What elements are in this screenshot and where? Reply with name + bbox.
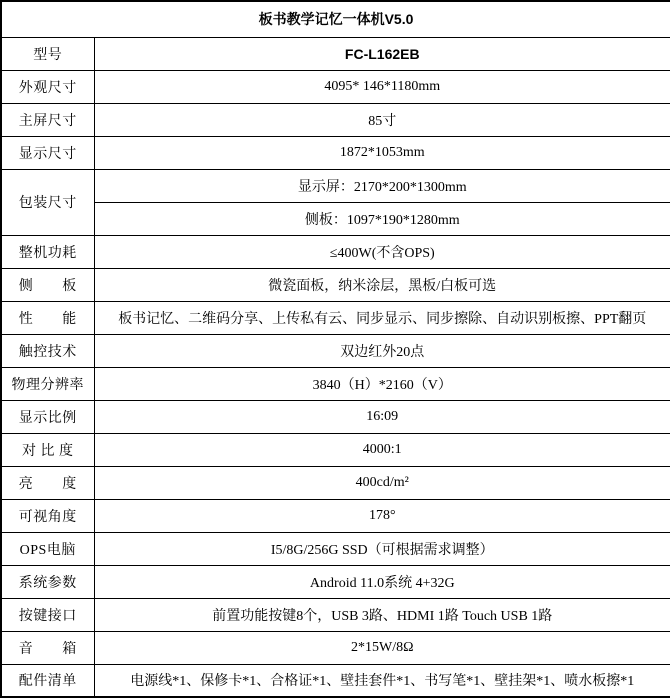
table-row-physical-resolution bbox=[1, 367, 670, 400]
table-row-main-screen-size bbox=[1, 103, 670, 136]
row-label-accessories-list: 配件清单 bbox=[1, 664, 94, 697]
table-row-speakers bbox=[1, 631, 670, 664]
row-value-accessories-list: 电源线*1、保修卡*1、合格证*1、壁挂套件*1、书写笔*1、壁挂架*1、喷水板擦*1 bbox=[94, 664, 670, 697]
table-row-brightness bbox=[1, 466, 670, 499]
row-label-buttons-interfaces: 按键接口 bbox=[1, 598, 94, 631]
row-label-viewing-angle: 可视角度 bbox=[1, 499, 94, 532]
table-row-power-consumption bbox=[1, 235, 670, 268]
table-row-packaging-size-side bbox=[1, 202, 670, 235]
table-row-exterior-size bbox=[1, 70, 670, 103]
table-row-packaging-size-screen bbox=[1, 169, 670, 202]
row-label-packaging-size: 包装尺寸 bbox=[1, 169, 94, 235]
row-value-exterior-size: 4095* 146*1180mm bbox=[94, 70, 670, 103]
table-row-touch-technology bbox=[1, 334, 670, 367]
row-label-display-size: 显示尺寸 bbox=[1, 136, 94, 169]
row-value-ops-computer: I5/8G/256G SSD（可根据需求调整） bbox=[94, 532, 670, 565]
row-value-system-parameters: Android 11.0系统 4+32G bbox=[94, 565, 670, 598]
row-label-physical-resolution: 物理分辨率 bbox=[1, 367, 94, 400]
row-value-performance: 板书记忆、二维码分享、上传私有云、同步显示、同步擦除、自动识别板擦、PPT翻页 bbox=[94, 301, 670, 334]
table-row-display-size bbox=[1, 136, 670, 169]
row-value-viewing-angle: 178° bbox=[94, 499, 670, 532]
row-value-packaging-side: 侧板：1097*190*1280mm bbox=[94, 202, 670, 235]
row-label-ops-computer: OPS电脑 bbox=[1, 532, 94, 565]
row-label-model: 型号 bbox=[1, 37, 94, 70]
table-row-viewing-angle bbox=[1, 499, 670, 532]
title-row bbox=[1, 1, 670, 37]
row-label-brightness: 亮 度 bbox=[1, 466, 94, 499]
table-row-ops-computer bbox=[1, 532, 670, 565]
row-value-touch-technology: 双边红外20点 bbox=[94, 334, 670, 367]
row-value-model: FC-L162EB bbox=[94, 37, 670, 70]
row-label-aspect-ratio: 显示比例 bbox=[1, 400, 94, 433]
row-label-contrast-ratio: 对 比 度 bbox=[1, 433, 94, 466]
row-label-power-consumption: 整机功耗 bbox=[1, 235, 94, 268]
row-value-contrast-ratio: 4000:1 bbox=[94, 433, 670, 466]
row-value-aspect-ratio: 16:09 bbox=[94, 400, 670, 433]
table-row-system-parameters bbox=[1, 565, 670, 598]
page-title: 板书教学记忆一体机V5.0 bbox=[1, 1, 670, 37]
row-value-power-consumption: ≤400W(不含OPS) bbox=[94, 235, 670, 268]
row-value-speakers: 2*15W/8Ω bbox=[94, 631, 670, 664]
table-row-accessories-list bbox=[1, 664, 670, 697]
row-label-side-panel: 侧 板 bbox=[1, 268, 94, 301]
row-value-buttons-interfaces: 前置功能按键8个，USB 3路、HDMI 1路 Touch USB 1路 bbox=[94, 598, 670, 631]
table-row-contrast-ratio bbox=[1, 433, 670, 466]
table-row-aspect-ratio bbox=[1, 400, 670, 433]
row-label-main-screen-size: 主屏尺寸 bbox=[1, 103, 94, 136]
table-row-model bbox=[1, 37, 670, 70]
row-value-packaging-screen: 显示屏：2170*200*1300mm bbox=[94, 169, 670, 202]
row-value-display-size: 1872*1053mm bbox=[94, 136, 670, 169]
row-label-performance: 性 能 bbox=[1, 301, 94, 334]
row-value-physical-resolution: 3840（H）*2160（V） bbox=[94, 367, 670, 400]
table-row-performance bbox=[1, 301, 670, 334]
row-value-brightness: 400cd/m² bbox=[94, 466, 670, 499]
row-label-touch-technology: 触控技术 bbox=[1, 334, 94, 367]
row-label-system-parameters: 系统参数 bbox=[1, 565, 94, 598]
table-row-buttons-interfaces bbox=[1, 598, 670, 631]
table-row-side-panel bbox=[1, 268, 670, 301]
row-label-speakers: 音 箱 bbox=[1, 631, 94, 664]
row-label-exterior-size: 外观尺寸 bbox=[1, 70, 94, 103]
row-value-main-screen-size: 85寸 bbox=[94, 103, 670, 136]
row-value-side-panel: 微瓷面板，纳米涂层，黑板/白板可选 bbox=[94, 268, 670, 301]
